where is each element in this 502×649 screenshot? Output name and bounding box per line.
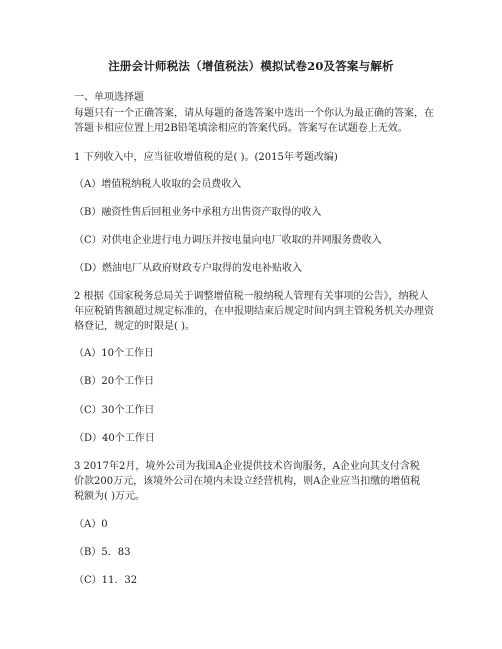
instruction-line: 每题只有一个正确答案，请从每题的备选答案中选出一个你认为最正确的答案，在 (74, 108, 434, 119)
question-2-option-d: （D）40个工作日 (74, 433, 155, 444)
question-3-option-b: （B）5．83 (74, 547, 131, 558)
question-1-option-d: （D）燃油电厂从政府财政专户取得的发电补贴收入 (74, 263, 303, 274)
question-3-option-a: （A）0 (74, 519, 108, 530)
instruction-line: 答题卡相应位置上用2B铅笔填涂相应的答案代码。答案写在试题卷上无效。 (74, 123, 408, 134)
question-3-stem: 3 2017年2月，境外公司为我国A企业提供技术咨询服务，A企业向其支付含税 (74, 461, 420, 472)
question-1-option-a: （A）增值税纳税人收取的会员费收入 (74, 179, 242, 190)
question-2-stem: 格登记，规定的时限是( )。 (74, 321, 195, 332)
question-2-stem: 年应税销售额超过规定标准的，在申报期结束后规定时间内到主管税务机关办理资 (74, 306, 434, 317)
question-2-stem: 2 根据《国家税务总局关于调整增值税一般纳税人管理有关事项的公告》，纳税人 (74, 291, 429, 302)
question-3-stem: 税额为( )万元。 (74, 491, 145, 502)
question-3-option-c: （C）11．32 (74, 575, 138, 586)
question-1-stem: 1 下列收入中，应当征收增值税的是( )。(2015年考题改编) (74, 152, 338, 163)
question-3-stem: 价款200万元，该境外公司在境内未设立经营机构，则A企业应当扣缴的增值税 (74, 476, 421, 487)
question-1-option-b: （B）融资性售后回租业务中承租方出售资产取得的收入 (74, 207, 322, 218)
document-title: 注册会计师税法（增值税法）模拟试卷20及答案与解析 (108, 59, 394, 73)
question-2-option-a: （A）10个工作日 (74, 348, 154, 359)
question-2-option-b: （B）20个工作日 (74, 376, 155, 387)
question-1-option-c: （C）对供电企业进行电力调压并按电量向电厂收取的并网服务费收入 (74, 235, 382, 246)
section-heading: 一、单项选择题 (74, 92, 144, 103)
question-2-option-c: （C）30个工作日 (74, 405, 155, 416)
